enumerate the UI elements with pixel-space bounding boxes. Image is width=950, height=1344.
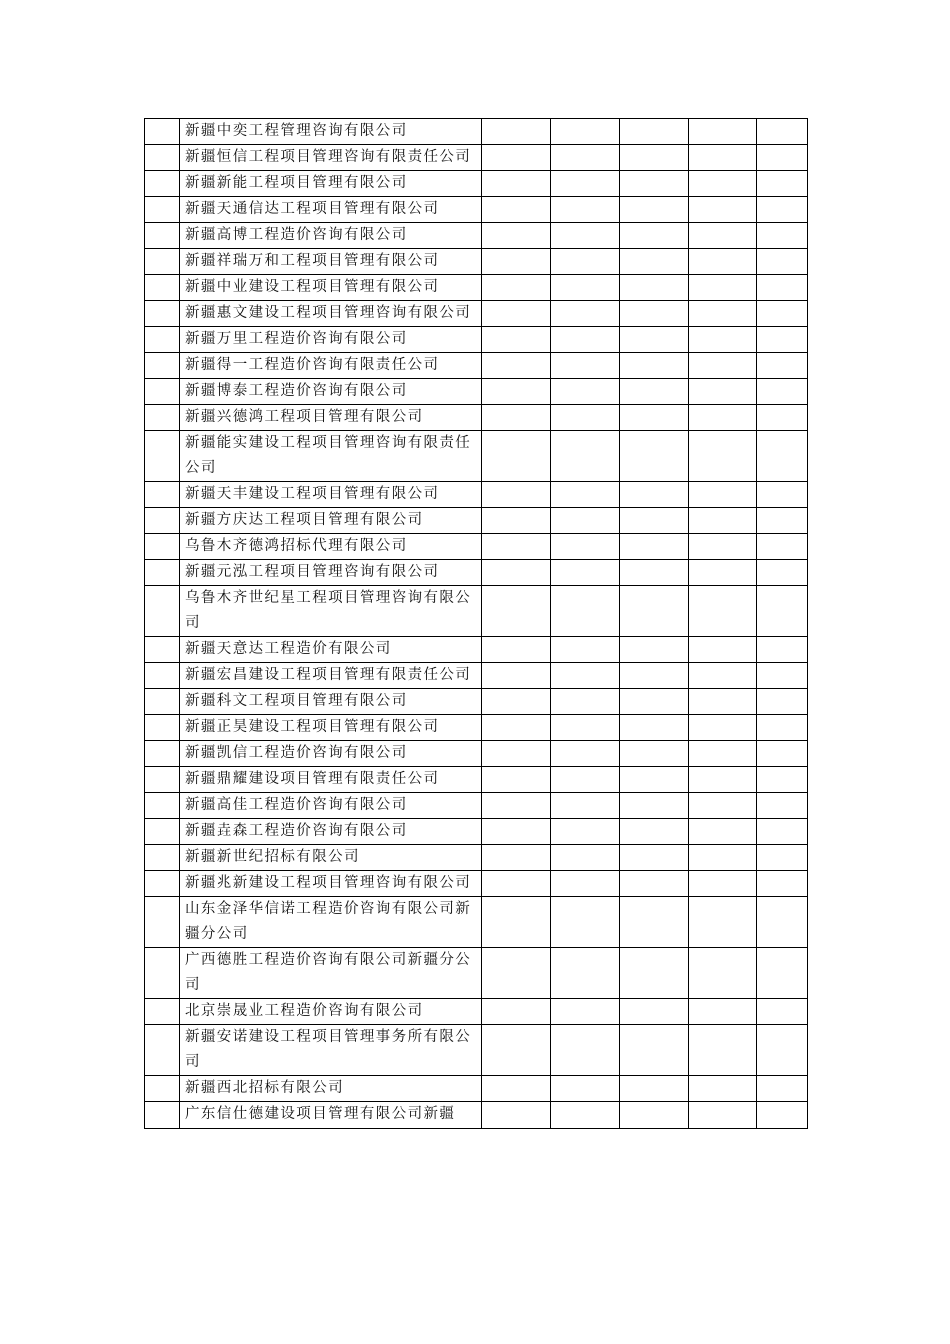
- company-name-cell: 新疆方庆达工程项目管理有限公司: [180, 508, 482, 534]
- blank-cell: [757, 689, 808, 715]
- table-row: [145, 1025, 808, 1076]
- blank-cell: [757, 534, 808, 560]
- company-name-cell: 新疆鼎耀建设项目管理有限责任公司: [180, 767, 482, 793]
- blank-cell: [551, 663, 620, 689]
- blank-cell: [689, 793, 757, 819]
- blank-cell: [482, 715, 551, 741]
- blank-cell: [551, 819, 620, 845]
- blank-cell: [620, 405, 689, 431]
- blank-cell: [620, 275, 689, 301]
- blank-cell: [551, 301, 620, 327]
- blank-cell: [620, 948, 689, 999]
- index-cell: [145, 379, 180, 405]
- blank-cell: [551, 431, 620, 482]
- blank-cell: [757, 819, 808, 845]
- blank-cell: [482, 275, 551, 301]
- blank-cell: [689, 275, 757, 301]
- blank-cell: [757, 379, 808, 405]
- blank-cell: [689, 560, 757, 586]
- blank-cell: [482, 1076, 551, 1102]
- company-name-cell: 乌鲁木齐世纪星工程项目管理咨询有限公司: [180, 586, 482, 637]
- blank-cell: [620, 845, 689, 871]
- index-cell: [145, 534, 180, 560]
- blank-cell: [551, 508, 620, 534]
- index-cell: [145, 508, 180, 534]
- company-name-cell: 新疆宏昌建设工程项目管理有限责任公司: [180, 663, 482, 689]
- table-row: [145, 119, 808, 145]
- blank-cell: [757, 1025, 808, 1076]
- company-name-cell: 新疆中奕工程管理咨询有限公司: [180, 119, 482, 145]
- blank-cell: [757, 405, 808, 431]
- blank-cell: [757, 119, 808, 145]
- blank-cell: [689, 508, 757, 534]
- blank-cell: [620, 223, 689, 249]
- blank-cell: [620, 1076, 689, 1102]
- blank-cell: [757, 793, 808, 819]
- table-row: [145, 663, 808, 689]
- blank-cell: [551, 845, 620, 871]
- company-name-cell: 北京崇晟业工程造价咨询有限公司: [180, 999, 482, 1025]
- blank-cell: [482, 327, 551, 353]
- company-name-cell: 新疆兆新建设工程项目管理咨询有限公司: [180, 871, 482, 897]
- blank-cell: [482, 1102, 551, 1129]
- company-name-cell: 新疆能实建设工程项目管理咨询有限责任公司: [180, 431, 482, 482]
- table-row: [145, 431, 808, 482]
- blank-cell: [689, 482, 757, 508]
- table-row: [145, 482, 808, 508]
- blank-cell: [689, 379, 757, 405]
- blank-cell: [757, 431, 808, 482]
- blank-cell: [689, 897, 757, 948]
- blank-cell: [689, 845, 757, 871]
- company-name-cell: 新疆天意达工程造价有限公司: [180, 637, 482, 663]
- table-row: [145, 353, 808, 379]
- company-name-cell: 新疆中业建设工程项目管理有限公司: [180, 275, 482, 301]
- blank-cell: [620, 999, 689, 1025]
- company-name-cell: 新疆高佳工程造价咨询有限公司: [180, 793, 482, 819]
- blank-cell: [482, 767, 551, 793]
- blank-cell: [620, 431, 689, 482]
- blank-cell: [482, 560, 551, 586]
- blank-cell: [620, 715, 689, 741]
- blank-cell: [757, 508, 808, 534]
- company-name-cell: 新疆得一工程造价咨询有限责任公司: [180, 353, 482, 379]
- blank-cell: [757, 197, 808, 223]
- blank-cell: [620, 663, 689, 689]
- index-cell: [145, 405, 180, 431]
- blank-cell: [551, 1102, 620, 1129]
- table-row: [145, 793, 808, 819]
- blank-cell: [551, 586, 620, 637]
- table-row: [145, 586, 808, 637]
- blank-cell: [689, 223, 757, 249]
- table-row: [145, 845, 808, 871]
- blank-cell: [757, 741, 808, 767]
- blank-cell: [757, 223, 808, 249]
- blank-cell: [689, 534, 757, 560]
- blank-cell: [551, 741, 620, 767]
- blank-cell: [551, 171, 620, 197]
- table-row: [145, 249, 808, 275]
- table-row: [145, 379, 808, 405]
- table-row: [145, 171, 808, 197]
- blank-cell: [482, 637, 551, 663]
- blank-cell: [689, 1025, 757, 1076]
- blank-cell: [482, 431, 551, 482]
- blank-cell: [620, 249, 689, 275]
- blank-cell: [620, 119, 689, 145]
- blank-cell: [620, 482, 689, 508]
- blank-cell: [689, 767, 757, 793]
- blank-cell: [689, 819, 757, 845]
- blank-cell: [620, 171, 689, 197]
- blank-cell: [551, 689, 620, 715]
- table-row: [145, 223, 808, 249]
- blank-cell: [551, 1076, 620, 1102]
- blank-cell: [620, 819, 689, 845]
- company-name-cell: 乌鲁木齐德鸿招标代理有限公司: [180, 534, 482, 560]
- blank-cell: [620, 353, 689, 379]
- blank-cell: [482, 353, 551, 379]
- index-cell: [145, 741, 180, 767]
- blank-cell: [482, 534, 551, 560]
- blank-cell: [620, 327, 689, 353]
- blank-cell: [551, 327, 620, 353]
- company-name-cell: 新疆博泰工程造价咨询有限公司: [180, 379, 482, 405]
- blank-cell: [551, 379, 620, 405]
- blank-cell: [482, 845, 551, 871]
- blank-cell: [757, 353, 808, 379]
- blank-cell: [689, 999, 757, 1025]
- blank-cell: [757, 1102, 808, 1129]
- blank-cell: [689, 741, 757, 767]
- company-name-cell: 山东金泽华信诺工程造价咨询有限公司新疆分公司: [180, 897, 482, 948]
- table-row: [145, 145, 808, 171]
- blank-cell: [551, 353, 620, 379]
- index-cell: [145, 482, 180, 508]
- blank-cell: [757, 715, 808, 741]
- blank-cell: [757, 301, 808, 327]
- index-cell: [145, 560, 180, 586]
- blank-cell: [551, 119, 620, 145]
- blank-cell: [757, 637, 808, 663]
- table-row: [145, 534, 808, 560]
- blank-cell: [482, 171, 551, 197]
- index-cell: [145, 948, 180, 999]
- company-name-cell: 新疆凯信工程造价咨询有限公司: [180, 741, 482, 767]
- blank-cell: [689, 948, 757, 999]
- table-row: [145, 715, 808, 741]
- blank-cell: [689, 637, 757, 663]
- blank-cell: [551, 534, 620, 560]
- company-name-cell: 新疆天丰建设工程项目管理有限公司: [180, 482, 482, 508]
- index-cell: [145, 871, 180, 897]
- blank-cell: [689, 663, 757, 689]
- table-row: [145, 327, 808, 353]
- blank-cell: [551, 1025, 620, 1076]
- table-row: [145, 999, 808, 1025]
- table-row: [145, 560, 808, 586]
- blank-cell: [689, 353, 757, 379]
- table-row: [145, 741, 808, 767]
- table-row: [145, 1076, 808, 1102]
- blank-cell: [757, 767, 808, 793]
- blank-cell: [620, 1102, 689, 1129]
- blank-cell: [689, 327, 757, 353]
- table-row: [145, 1102, 808, 1129]
- blank-cell: [620, 508, 689, 534]
- table-row: [145, 897, 808, 948]
- blank-cell: [689, 689, 757, 715]
- blank-cell: [482, 301, 551, 327]
- index-cell: [145, 197, 180, 223]
- blank-cell: [551, 249, 620, 275]
- blank-cell: [757, 897, 808, 948]
- index-cell: [145, 223, 180, 249]
- blank-cell: [551, 560, 620, 586]
- blank-cell: [620, 637, 689, 663]
- table-row: [145, 301, 808, 327]
- blank-cell: [482, 508, 551, 534]
- blank-cell: [620, 197, 689, 223]
- blank-cell: [482, 948, 551, 999]
- blank-cell: [551, 948, 620, 999]
- index-cell: [145, 845, 180, 871]
- blank-cell: [620, 145, 689, 171]
- blank-cell: [620, 560, 689, 586]
- index-cell: [145, 999, 180, 1025]
- blank-cell: [482, 663, 551, 689]
- blank-cell: [757, 663, 808, 689]
- blank-cell: [620, 586, 689, 637]
- company-name-cell: 新疆天通信达工程项目管理有限公司: [180, 197, 482, 223]
- index-cell: [145, 1076, 180, 1102]
- blank-cell: [482, 145, 551, 171]
- blank-cell: [689, 119, 757, 145]
- blank-cell: [620, 767, 689, 793]
- blank-cell: [551, 405, 620, 431]
- blank-cell: [689, 197, 757, 223]
- blank-cell: [757, 275, 808, 301]
- table-row: [145, 637, 808, 663]
- table-row: [145, 405, 808, 431]
- blank-cell: [757, 586, 808, 637]
- blank-cell: [757, 327, 808, 353]
- blank-cell: [482, 249, 551, 275]
- blank-cell: [482, 793, 551, 819]
- blank-cell: [757, 871, 808, 897]
- blank-cell: [757, 948, 808, 999]
- blank-cell: [689, 586, 757, 637]
- index-cell: [145, 249, 180, 275]
- index-cell: [145, 275, 180, 301]
- blank-cell: [551, 767, 620, 793]
- blank-cell: [689, 405, 757, 431]
- index-cell: [145, 793, 180, 819]
- blank-cell: [551, 897, 620, 948]
- blank-cell: [689, 715, 757, 741]
- blank-cell: [620, 871, 689, 897]
- company-name-cell: 新疆正昊建设工程项目管理有限公司: [180, 715, 482, 741]
- company-name-cell: 新疆垚森工程造价咨询有限公司: [180, 819, 482, 845]
- blank-cell: [757, 145, 808, 171]
- company-table: [144, 118, 808, 1129]
- blank-cell: [551, 275, 620, 301]
- blank-cell: [689, 145, 757, 171]
- blank-cell: [620, 534, 689, 560]
- index-cell: [145, 145, 180, 171]
- blank-cell: [551, 871, 620, 897]
- blank-cell: [689, 871, 757, 897]
- index-cell: [145, 1025, 180, 1076]
- blank-cell: [482, 999, 551, 1025]
- index-cell: [145, 897, 180, 948]
- blank-cell: [689, 1102, 757, 1129]
- company-name-cell: 广东信仕德建设项目管理有限公司新疆: [180, 1102, 482, 1129]
- blank-cell: [620, 1025, 689, 1076]
- table-row: [145, 508, 808, 534]
- index-cell: [145, 586, 180, 637]
- blank-cell: [482, 689, 551, 715]
- company-name-cell: 新疆安诺建设工程项目管理事务所有限公司: [180, 1025, 482, 1076]
- blank-cell: [551, 482, 620, 508]
- blank-cell: [620, 379, 689, 405]
- blank-cell: [689, 171, 757, 197]
- company-name-cell: 新疆恒信工程项目管理咨询有限责任公司: [180, 145, 482, 171]
- blank-cell: [620, 741, 689, 767]
- index-cell: [145, 119, 180, 145]
- table-row: [145, 767, 808, 793]
- index-cell: [145, 663, 180, 689]
- table-row: [145, 689, 808, 715]
- index-cell: [145, 327, 180, 353]
- blank-cell: [551, 793, 620, 819]
- company-name-cell: 广西德胜工程造价咨询有限公司新疆分公司: [180, 948, 482, 999]
- blank-cell: [757, 560, 808, 586]
- blank-cell: [620, 689, 689, 715]
- company-name-cell: 新疆元泓工程项目管理咨询有限公司: [180, 560, 482, 586]
- blank-cell: [482, 197, 551, 223]
- blank-cell: [482, 1025, 551, 1076]
- blank-cell: [689, 301, 757, 327]
- company-name-cell: 新疆科文工程项目管理有限公司: [180, 689, 482, 715]
- table-row: [145, 197, 808, 223]
- index-cell: [145, 767, 180, 793]
- index-cell: [145, 301, 180, 327]
- index-cell: [145, 1102, 180, 1129]
- blank-cell: [551, 715, 620, 741]
- blank-cell: [482, 897, 551, 948]
- company-name-cell: 新疆祥瑞万和工程项目管理有限公司: [180, 249, 482, 275]
- blank-cell: [757, 249, 808, 275]
- index-cell: [145, 431, 180, 482]
- blank-cell: [482, 871, 551, 897]
- company-name-cell: 新疆新能工程项目管理有限公司: [180, 171, 482, 197]
- blank-cell: [620, 301, 689, 327]
- blank-cell: [482, 819, 551, 845]
- blank-cell: [482, 119, 551, 145]
- table-row: [145, 948, 808, 999]
- blank-cell: [757, 845, 808, 871]
- blank-cell: [482, 482, 551, 508]
- blank-cell: [482, 741, 551, 767]
- table-row: [145, 871, 808, 897]
- index-cell: [145, 715, 180, 741]
- blank-cell: [551, 999, 620, 1025]
- company-name-cell: 新疆新世纪招标有限公司: [180, 845, 482, 871]
- blank-cell: [482, 586, 551, 637]
- company-name-cell: 新疆兴德鸿工程项目管理有限公司: [180, 405, 482, 431]
- blank-cell: [620, 897, 689, 948]
- blank-cell: [757, 171, 808, 197]
- company-name-cell: 新疆西北招标有限公司: [180, 1076, 482, 1102]
- company-name-cell: 新疆高博工程造价咨询有限公司: [180, 223, 482, 249]
- index-cell: [145, 689, 180, 715]
- table-row: [145, 275, 808, 301]
- blank-cell: [551, 145, 620, 171]
- blank-cell: [551, 223, 620, 249]
- company-table-body: [145, 119, 808, 1129]
- company-name-cell: 新疆惠文建设工程项目管理咨询有限公司: [180, 301, 482, 327]
- index-cell: [145, 637, 180, 663]
- blank-cell: [757, 482, 808, 508]
- blank-cell: [551, 637, 620, 663]
- blank-cell: [551, 197, 620, 223]
- blank-cell: [689, 431, 757, 482]
- table-row: [145, 819, 808, 845]
- blank-cell: [482, 223, 551, 249]
- index-cell: [145, 819, 180, 845]
- blank-cell: [689, 1076, 757, 1102]
- index-cell: [145, 353, 180, 379]
- blank-cell: [757, 1076, 808, 1102]
- blank-cell: [482, 379, 551, 405]
- blank-cell: [757, 999, 808, 1025]
- blank-cell: [482, 405, 551, 431]
- blank-cell: [620, 793, 689, 819]
- blank-cell: [689, 249, 757, 275]
- index-cell: [145, 171, 180, 197]
- company-name-cell: 新疆万里工程造价咨询有限公司: [180, 327, 482, 353]
